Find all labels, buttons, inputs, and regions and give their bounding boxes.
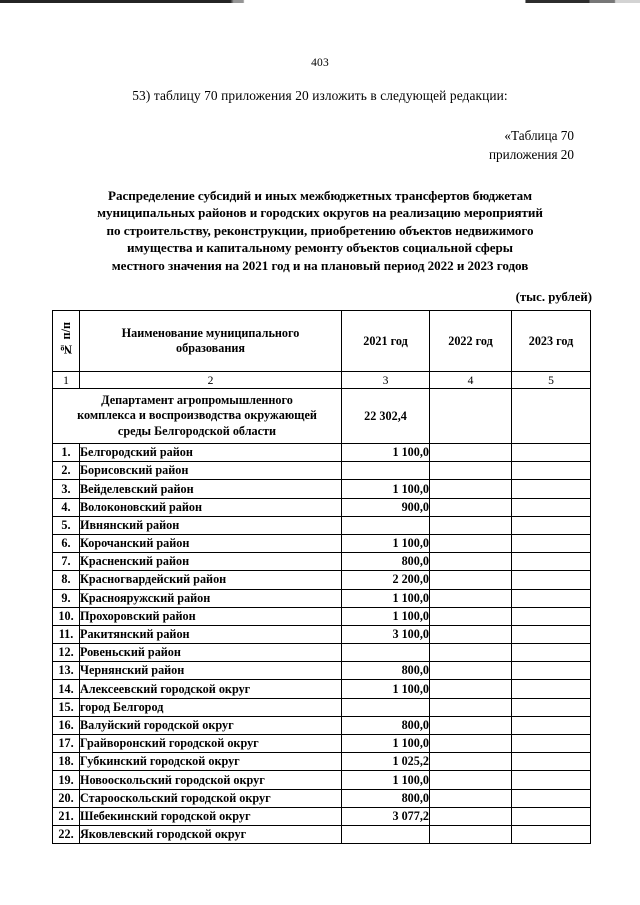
row-index: 13. [53, 662, 80, 680]
table-row [53, 516, 591, 534]
row-index: 16. [53, 716, 80, 734]
row-index: 19. [53, 771, 80, 789]
row-amount-2023 [512, 444, 591, 462]
row-amount-2022 [430, 698, 512, 716]
row-index: 21. [53, 807, 80, 825]
document-title-line-4: имущества и капитальному ремонту объектов социальной сферы [127, 240, 513, 256]
department-name-cell [53, 389, 342, 444]
row-municipality: Яковлевский городской округ [80, 825, 342, 843]
row-index: 14. [53, 680, 80, 698]
row-amount-2023 [512, 516, 591, 534]
row-amount-2022 [430, 644, 512, 662]
row-municipality: Волоконовский район [80, 498, 342, 516]
appendix-reference-line-2: приложения 20 [488, 147, 574, 162]
row-amount-2023 [512, 662, 591, 680]
row-amount-2023 [512, 571, 591, 589]
appendix-reference [0, 126, 640, 164]
row-municipality: Корочанский район [80, 534, 342, 552]
row-amount-2023 [512, 480, 591, 498]
row-index: 22. [53, 825, 80, 843]
row-municipality: Губкинский городской округ [80, 753, 342, 771]
row-municipality: Грайворонский городской округ [80, 735, 342, 753]
document-title-line-5: местного значения на 2021 год и на плановый период 2022 и 2023 годов [111, 257, 529, 273]
row-amount-2023 [512, 825, 591, 843]
department-amount-2023 [512, 389, 591, 444]
intro-sentence: 53) таблицу 70 приложения 20 изложить в следующей редакции: [132, 88, 508, 103]
row-amount-2023 [512, 498, 591, 516]
row-amount-2021: 800,0 [342, 662, 430, 680]
row-index: 18. [53, 753, 80, 771]
row-amount-2023 [512, 789, 591, 807]
table-row [53, 807, 591, 825]
table-row [53, 825, 591, 843]
column-header-municipality-line-1: Наименование муниципального [121, 326, 300, 341]
row-index: 7. [53, 553, 80, 571]
department-name-line-2: комплекса и воспроизводства окружающей [77, 408, 317, 423]
row-municipality: Алексеевский городской округ [80, 680, 342, 698]
row-amount-2022 [430, 462, 512, 480]
row-amount-2021: 1 100,0 [342, 444, 430, 462]
table-row [53, 480, 591, 498]
row-index: 5. [53, 516, 80, 534]
row-amount-2021: 1 100,0 [342, 480, 430, 498]
department-row [53, 389, 591, 444]
appendix-reference-line-1: «Таблица 70 [504, 128, 574, 143]
row-amount-2023 [512, 589, 591, 607]
table-row [53, 698, 591, 716]
units-note: (тыс. рублей) [515, 290, 592, 305]
column-number-5: 5 [512, 372, 591, 389]
row-index: 10. [53, 607, 80, 625]
row-amount-2022 [430, 553, 512, 571]
row-amount-2022 [430, 807, 512, 825]
column-header-municipality-line-2: образования [176, 341, 245, 356]
row-municipality: Шебекинский городской округ [80, 807, 342, 825]
row-index: 11. [53, 625, 80, 643]
row-amount-2023 [512, 735, 591, 753]
column-number-2: 2 [80, 372, 342, 389]
row-amount-2021: 1 025,2 [342, 753, 430, 771]
row-municipality: город Белгород [80, 698, 342, 716]
row-amount-2023 [512, 807, 591, 825]
document-title-line-2: муниципальных районов и городских округов на реализацию мероприятий [97, 205, 543, 221]
row-amount-2021: 900,0 [342, 498, 430, 516]
row-amount-2021: 800,0 [342, 716, 430, 734]
column-header-number [53, 311, 80, 372]
table-row [53, 753, 591, 771]
table-row [53, 662, 591, 680]
row-amount-2023 [512, 716, 591, 734]
row-amount-2021: 1 100,0 [342, 735, 430, 753]
row-index: 8. [53, 571, 80, 589]
row-amount-2023 [512, 680, 591, 698]
row-amount-2021 [342, 462, 430, 480]
row-amount-2022 [430, 789, 512, 807]
row-amount-2021: 800,0 [342, 789, 430, 807]
row-municipality: Вейделевский район [80, 480, 342, 498]
row-amount-2021 [342, 698, 430, 716]
row-municipality: Краснояружский район [80, 589, 342, 607]
budget-distribution-table [52, 310, 591, 844]
row-amount-2022 [430, 753, 512, 771]
row-municipality: Красненский район [80, 553, 342, 571]
table-row [53, 771, 591, 789]
column-header-municipality [80, 311, 342, 372]
table-row [53, 553, 591, 571]
row-amount-2023 [512, 534, 591, 552]
row-index: 17. [53, 735, 80, 753]
table-row [53, 498, 591, 516]
column-header-year-2022: 2022 год [430, 311, 512, 372]
row-amount-2021: 1 100,0 [342, 607, 430, 625]
row-amount-2022 [430, 516, 512, 534]
row-amount-2021: 3 077,2 [342, 807, 430, 825]
row-amount-2021 [342, 516, 430, 534]
row-municipality: Прохоровский район [80, 607, 342, 625]
row-amount-2021: 1 100,0 [342, 771, 430, 789]
row-index: 2. [53, 462, 80, 480]
table-header [53, 311, 591, 389]
row-amount-2021: 2 200,0 [342, 571, 430, 589]
row-municipality: Ивнянский район [80, 516, 342, 534]
column-header-number-label: № п/п [58, 321, 73, 357]
row-amount-2022 [430, 825, 512, 843]
table-header-row [53, 311, 591, 372]
column-number-1: 1 [53, 372, 80, 389]
row-index: 15. [53, 698, 80, 716]
table-body [53, 389, 591, 844]
row-municipality: Валуйский городской округ [80, 716, 342, 734]
row-amount-2023 [512, 607, 591, 625]
row-amount-2022 [430, 498, 512, 516]
document-title [0, 187, 640, 274]
table-row [53, 735, 591, 753]
department-name-line-1: Департамент агропромышленного [101, 392, 293, 407]
table-row [53, 462, 591, 480]
row-amount-2021: 1 100,0 [342, 589, 430, 607]
row-amount-2022 [430, 589, 512, 607]
table-row [53, 534, 591, 552]
table-row [53, 789, 591, 807]
column-number-row [53, 372, 591, 389]
page-number: 403 [311, 57, 329, 69]
row-amount-2022 [430, 480, 512, 498]
row-index: 6. [53, 534, 80, 552]
row-municipality: Ровеньский район [80, 644, 342, 662]
row-municipality: Красногвардейский район [80, 571, 342, 589]
table-row [53, 589, 591, 607]
document-title-line-3: по строительству, реконструкции, приобретению объектов недвижимого [106, 222, 534, 238]
column-header-year-2021: 2021 год [342, 311, 430, 372]
row-amount-2023 [512, 644, 591, 662]
table-row [53, 680, 591, 698]
row-amount-2022 [430, 607, 512, 625]
row-amount-2023 [512, 553, 591, 571]
row-municipality: Новооскольский городской округ [80, 771, 342, 789]
budget-table-wrapper [0, 310, 640, 844]
table-row [53, 644, 591, 662]
column-number-3: 3 [342, 372, 430, 389]
table-row [53, 607, 591, 625]
row-index: 4. [53, 498, 80, 516]
row-amount-2022 [430, 625, 512, 643]
department-amount-2021: 22 302,4 [342, 389, 430, 444]
row-amount-2021: 3 100,0 [342, 625, 430, 643]
table-row [53, 444, 591, 462]
row-amount-2022 [430, 735, 512, 753]
row-amount-2022 [430, 534, 512, 552]
column-header-year-2023: 2023 год [512, 311, 591, 372]
row-amount-2023 [512, 771, 591, 789]
row-amount-2022 [430, 571, 512, 589]
department-name-line-3: среды Белгородской области [117, 423, 277, 438]
department-amount-2022 [430, 389, 512, 444]
row-amount-2023 [512, 753, 591, 771]
row-index: 1. [53, 444, 80, 462]
table-row [53, 625, 591, 643]
column-number-4: 4 [430, 372, 512, 389]
row-amount-2023 [512, 462, 591, 480]
table-row [53, 716, 591, 734]
row-amount-2022 [430, 680, 512, 698]
row-amount-2021: 1 100,0 [342, 534, 430, 552]
row-municipality: Ракитянский район [80, 625, 342, 643]
table-row [53, 571, 591, 589]
row-amount-2022 [430, 716, 512, 734]
row-amount-2021 [342, 825, 430, 843]
row-municipality: Старооскольский городской округ [80, 789, 342, 807]
row-index: 3. [53, 480, 80, 498]
row-amount-2021: 1 100,0 [342, 680, 430, 698]
row-amount-2023 [512, 625, 591, 643]
row-index: 20. [53, 789, 80, 807]
row-municipality: Белгородский район [80, 444, 342, 462]
row-index: 12. [53, 644, 80, 662]
row-amount-2022 [430, 662, 512, 680]
row-amount-2022 [430, 771, 512, 789]
row-amount-2022 [430, 444, 512, 462]
row-amount-2021 [342, 644, 430, 662]
row-municipality: Чернянский район [80, 662, 342, 680]
row-amount-2021: 800,0 [342, 553, 430, 571]
row-amount-2023 [512, 698, 591, 716]
row-index: 9. [53, 589, 80, 607]
document-title-line-1: Распределение субсидий и иных межбюджетных трансфертов бюджетам [108, 188, 532, 203]
row-municipality: Борисовский район [80, 462, 342, 480]
